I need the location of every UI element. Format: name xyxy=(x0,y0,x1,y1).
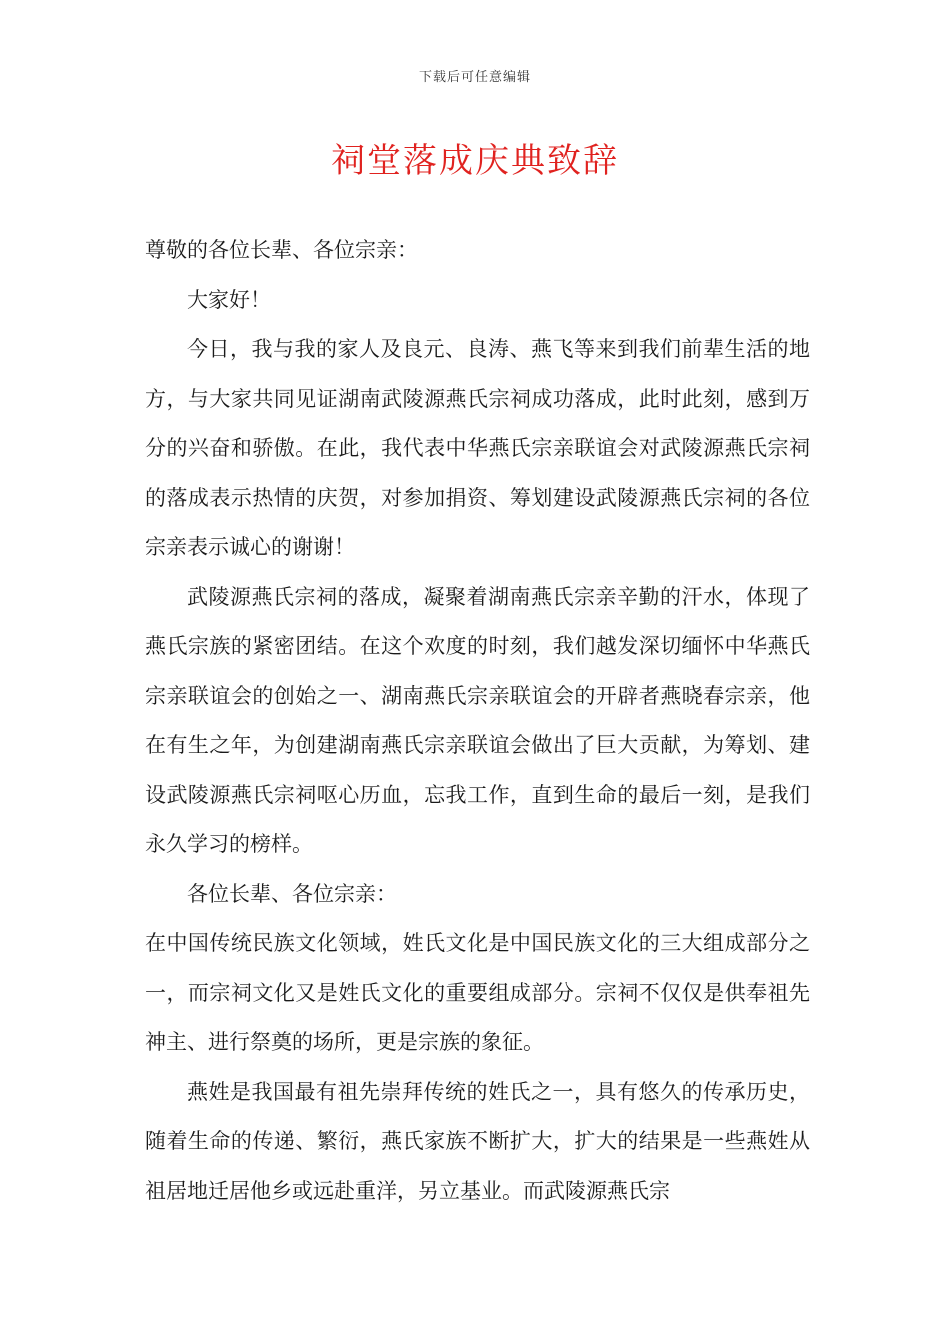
paragraph-culture: 在中国传统民族文化领域，姓氏文化是中国民族文化的三大组成部分之一，而宗祠文化又是姓氏文化的重要组成部分。宗祠不仅仅是供奉祖先神主、进行祭奠的场所，更是宗族的象征。 xyxy=(145,931,810,1054)
document-body xyxy=(145,226,810,1216)
paragraph-history: 燕姓是我国最有祖先崇拜传统的姓氏之一，具有悠久的传承历史，随着生命的传递、繁衍，燕氏家族不断扩大，扩大的结果是一些燕姓从祖居地迁居他乡或远赴重洋，另立基业。而武陵源燕氏宗 xyxy=(145,1079,810,1203)
paragraph-tribute: 武陵源燕氏宗祠的落成，凝聚着湖南燕氏宗亲辛勤的汗水，体现了燕氏宗族的紧密团结。在这个欢度的时刻，我们越发深切缅怀中华燕氏宗亲联谊会的创始之一、湖南燕氏宗亲联谊会的开辟者燕晓春宗亲，他在有生之年，为创建湖南燕氏宗亲联谊会做出了巨大贡献，为筹划、建设武陵源燕氏宗祠呕心历血，忘我工作，直到生命的最后一刻，是我们永久学习的榜样。 xyxy=(145,584,810,856)
paragraph-opening: 今日，我与我的家人及良元、良涛、燕飞等来到我们前辈生活的地方，与大家共同见证湖南武陵源燕氏宗祠成功落成，此时此刻，感到万分的兴奋和骄傲。在此，我代表中华燕氏宗亲联谊会对武陵源燕氏宗祠的落成表示热情的庆贺，对参加捐资、筹划建设武陵源燕氏宗祠的各位宗亲表示诚心的谢谢！ xyxy=(145,337,810,559)
salutation: 尊敬的各位长辈、各位宗亲： xyxy=(145,238,418,262)
header-note: 下载后可任意编辑 xyxy=(418,70,531,85)
paragraph-greeting: 大家好！ xyxy=(187,287,271,312)
document-title: 祠堂落成庆典致辞 xyxy=(331,141,619,181)
paragraph-address: 各位长辈、各位宗亲： xyxy=(187,881,397,906)
